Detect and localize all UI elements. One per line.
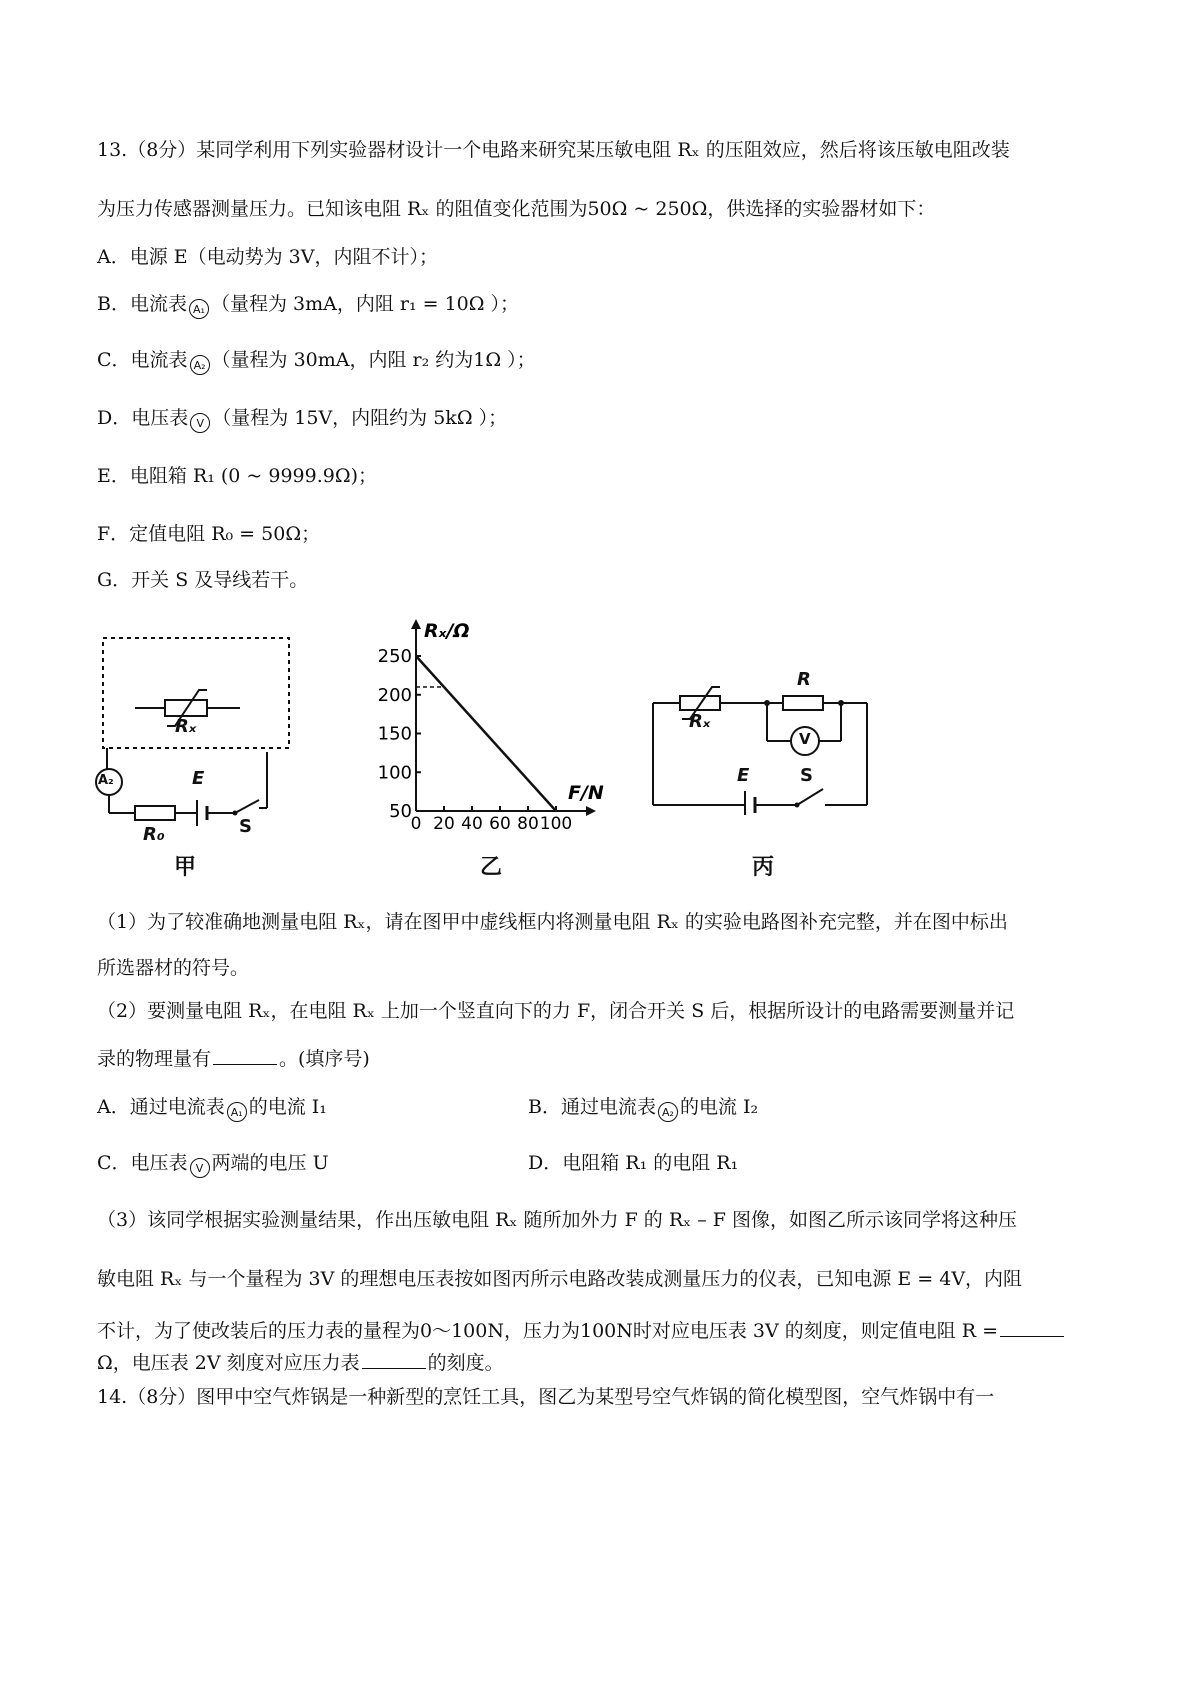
r0-label: R₀: [143, 824, 165, 845]
option-d: [97, 405, 507, 433]
q13-line-1: 13.（8分）某同学利用下列实验器材设计一个电路来研究某压敏电阻 Rₓ 的压阻效应，然后将该压敏电阻改装: [97, 139, 1010, 161]
part2-suffix: 。(填序号): [279, 1048, 370, 1070]
y-axis-arrow: [411, 619, 421, 629]
figure-caption-bing: 丙: [752, 855, 775, 880]
circuit-figure-bing: [645, 665, 875, 815]
x-tick-label: 100: [539, 814, 573, 834]
e-label: E: [192, 768, 205, 789]
choice-c: [97, 1150, 329, 1178]
y-axis-label: Rₓ/Ω: [424, 620, 470, 642]
choice-a-text: 的电流 I₁: [248, 1096, 327, 1118]
choice-b-text: 的电流 I₂: [679, 1096, 759, 1118]
part3-line-4: [97, 1350, 504, 1376]
option-c: [97, 347, 536, 375]
q14-line-1: 14.（8分）图甲中空气炸锅是一种新型的烹饪工具，图乙为某型号空气炸锅的简化模型图，空气炸锅中有一: [97, 1386, 995, 1408]
answer-blank-force[interactable]: [362, 1350, 426, 1369]
rx-label-bing: Rₓ: [689, 711, 711, 732]
y-tick-label: 250: [377, 646, 412, 667]
y-tick-label: 200: [377, 684, 412, 706]
y-tick-label: 150: [377, 723, 412, 745]
part2-text: 录的物理量有: [97, 1048, 212, 1070]
figure-caption-yi: 乙: [480, 855, 503, 880]
answer-blank-2[interactable]: [213, 1046, 277, 1065]
a2-label: A₂: [98, 773, 114, 788]
v-label: V: [799, 730, 811, 748]
option-c-text: （量程为 30mA，内阻 r₂ 约为1Ω ）；: [211, 349, 536, 371]
part3-line-3: [97, 1318, 1066, 1344]
choice-a: [97, 1094, 327, 1122]
choice-c-prefix: C．电压表: [97, 1152, 188, 1174]
x-tick-label: 60: [489, 814, 511, 834]
option-b-prefix: B．电流表: [97, 293, 187, 315]
option-f: F．定值电阻 R₀ = 50Ω；: [97, 523, 321, 545]
series-line: [416, 656, 556, 811]
s-label-bing: S: [800, 765, 813, 786]
rx-label: Rₓ: [175, 716, 197, 737]
part1-line-1: （1）为了较准确地测量电阻 Rₓ，请在图甲中虚线框内将测量电阻 Rₓ 的实验电路图补充完整，并在图中标出: [97, 911, 1008, 933]
part2-line-1: （2）要测量电阻 Rₓ，在电阻 Rₓ 上加一个竖直向下的力 F，闭合开关 S 后，根据所设计的电路需要测量并记: [97, 1000, 1015, 1022]
q13-line-2: 为压力传感器测量压力。已知该电阻 Rₓ 的阻值变化范围为50Ω ~ 250Ω，供选择的实验器材如下：: [97, 198, 936, 220]
option-b-text: （量程为 3mA，内阻 r₁ = 10Ω ）；: [210, 293, 520, 315]
part3-suffix: 的刻度。: [427, 1352, 504, 1374]
x-tick-label: 40: [461, 814, 483, 834]
ammeter-a1-icon: A₁: [189, 299, 209, 319]
y-tick-label: 100: [377, 762, 412, 784]
option-d-text: （量程为 15V，内阻约为 5kΩ ）；: [212, 407, 508, 429]
option-c-prefix: C．电流表: [97, 349, 188, 371]
r-label: R: [797, 669, 811, 690]
choice-b: [528, 1094, 758, 1122]
option-b: [97, 291, 519, 319]
option-e: E．电阻箱 R₁ (0 ~ 9999.9Ω)；: [97, 465, 378, 487]
choice-b-prefix: B．通过电流表: [528, 1096, 656, 1118]
x-tick-label: 80: [517, 814, 539, 834]
option-d-prefix: D．电压表: [97, 407, 189, 429]
option-g: G．开关 S 及导线若干。: [97, 569, 309, 591]
choice-c-text: 两端的电压 U: [211, 1152, 329, 1174]
part3-text-2: Ω，电压表 2V 刻度对应压力表: [97, 1352, 360, 1374]
x-tick-label: 20: [433, 814, 455, 834]
ammeter-a1-icon: A₁: [227, 1102, 247, 1122]
y-tick-label: 50: [389, 801, 412, 822]
s-label: S: [239, 816, 252, 837]
part1-line-2: 所选器材的符号。: [97, 957, 250, 979]
option-a: A．电源 E（电动势为 3V，内阻不计）；: [97, 246, 438, 268]
figure-caption-jia: 甲: [174, 855, 197, 880]
part3-line-1: （3）该同学根据实验测量结果，作出压敏电阻 Rₓ 随所加外力 F 的 Rₓ – F 图像，如图乙所示该同学将这种压: [97, 1209, 1017, 1231]
circuit-figure-jia: [95, 630, 305, 855]
x-axis-label: F/N: [568, 782, 604, 804]
x-tick-label: 0: [410, 814, 422, 834]
chart-figure-yi: [376, 615, 626, 835]
x-axis-arrow: [586, 806, 596, 816]
answer-blank-r[interactable]: [1000, 1318, 1064, 1337]
ammeter-a2-icon: A₂: [190, 355, 210, 375]
e-label-bing: E: [737, 765, 750, 786]
ammeter-a2-icon: A₂: [658, 1102, 678, 1122]
part3-line-2: 敏电阻 Rₓ 与一个量程为 3V 的理想电压表按如图丙所示电路改装成测量压力的仪表，已知电源 E = 4V，内阻: [97, 1268, 1023, 1290]
choice-d: D．电阻箱 R₁ 的电阻 R₁: [528, 1152, 739, 1174]
part2-line-2: [97, 1046, 370, 1072]
choice-a-prefix: A．通过电流表: [97, 1096, 225, 1118]
part3-text: 不计，为了使改装后的压力表的量程为0～100N，压力为100N时对应电压表 3V 的刻度，则定值电阻 R =: [97, 1320, 999, 1342]
voltmeter-icon: V: [190, 1158, 210, 1178]
voltmeter-icon: V: [190, 413, 210, 433]
